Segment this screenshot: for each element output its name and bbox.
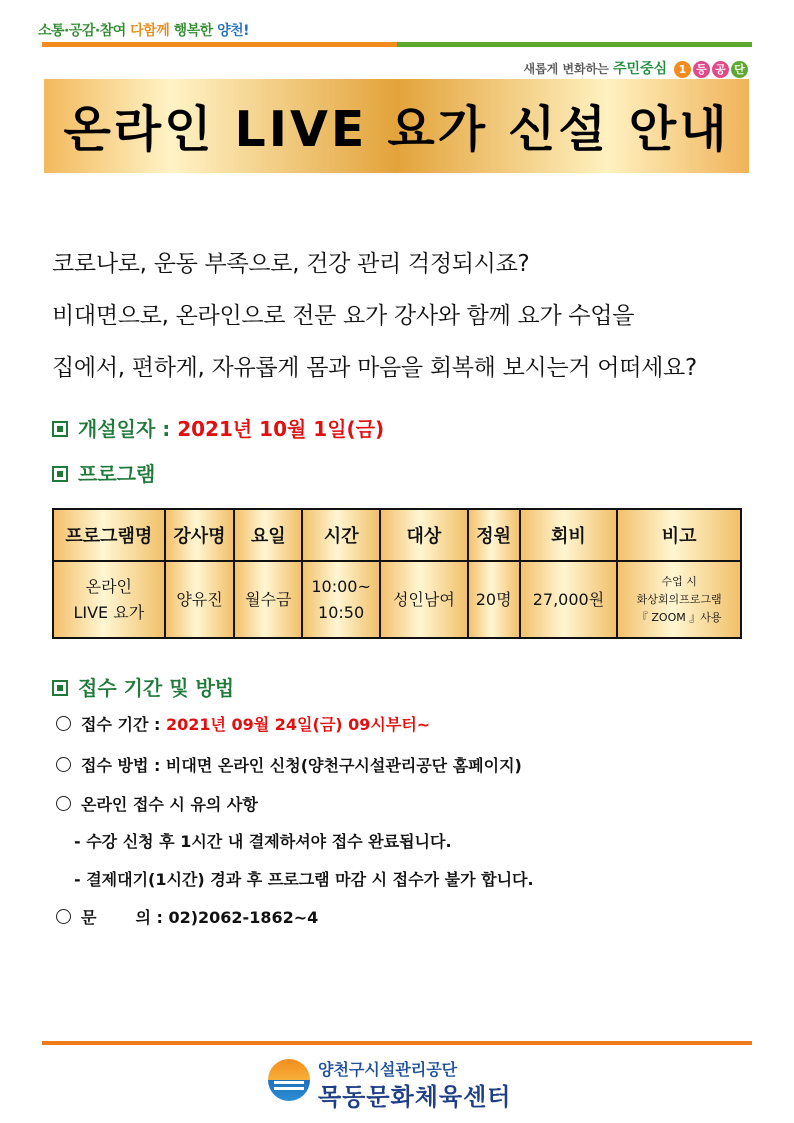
list-item (56, 712, 430, 735)
table-header: 대상 (380, 509, 468, 561)
intro-line-2: 비대면으로, 온라인으로 전문 요가 강사와 함께 요가 수업을 (52, 303, 635, 329)
target-cell: 성인남여 (380, 561, 468, 638)
square-bullet-icon (52, 421, 68, 437)
days-cell: 월수금 (234, 561, 302, 638)
program-heading: 프로그램 (78, 462, 156, 486)
table-header: 요일 (234, 509, 302, 561)
notice-item: - 수강 신청 후 1시간 내 결제하셔야 접수 완료됩니다. (74, 832, 452, 851)
program-name-line: LIVE 요가 (73, 602, 145, 622)
note-line: 『 ZOOM 』사용 (636, 610, 722, 624)
sub-slogan-text: 새롭게 변화하는 (523, 62, 614, 76)
slogan-part: 소통·공감·참여 (38, 23, 131, 39)
intro-text (52, 238, 752, 394)
registration-heading: 접수 기간 및 방법 (78, 676, 235, 700)
list-item (56, 792, 258, 815)
open-date-section (52, 413, 384, 442)
org-name: 양천구시설관리공단 (318, 1060, 458, 1079)
note-cell (617, 561, 741, 638)
time-line: 10:00~ (311, 576, 371, 596)
sun-wave-logo-icon (268, 1059, 310, 1101)
notice-title: 온라인 접수 시 유의 사항 (81, 795, 258, 814)
slogan-part: 다함께 (130, 23, 170, 39)
open-date-value: 2021년 10월 1일(금) (177, 417, 385, 441)
square-bullet-icon (52, 466, 68, 482)
list-item (56, 905, 318, 928)
note-line: 수업 시 (661, 574, 697, 588)
header-slogan (38, 20, 249, 40)
table-header: 회비 (520, 509, 618, 561)
circle-bullet-icon (56, 909, 71, 924)
registration-section-heading (52, 672, 234, 701)
square-bullet-icon (52, 680, 68, 696)
bottom-divider (42, 1041, 752, 1045)
note-line: 화상회의프로그램 (636, 592, 722, 606)
title-banner (44, 79, 749, 173)
table-header: 강사명 (165, 509, 235, 561)
table-row (53, 561, 741, 638)
sub-slogan (524, 58, 749, 78)
center-logo (268, 1057, 538, 1111)
page-title: 온라인 LIVE 요가 신설 안내 (63, 101, 730, 158)
table-header: 비고 (617, 509, 741, 561)
time-line: 10:50 (318, 602, 365, 622)
program-name-cell (53, 561, 165, 638)
period-value: 2021년 09월 24일(금) 09시부터~ (165, 715, 431, 734)
instructor-cell: 양유진 (165, 561, 235, 638)
circle-bullet-icon (56, 757, 71, 772)
program-table (52, 508, 742, 639)
notice-item: - 결제대기(1시간) 경과 후 프로그램 마감 시 접수가 불가 합니다. (74, 870, 534, 889)
inquiry-text: 문 의 : 02)2062-1862~4 (81, 908, 319, 927)
program-section-heading (52, 458, 155, 487)
badge-4: 단 (731, 61, 748, 78)
table-header: 시간 (302, 509, 380, 561)
badge-1: 1 (674, 61, 691, 78)
table-header: 프로그램명 (53, 509, 165, 561)
circle-bullet-icon (56, 716, 71, 731)
center-name: 목동문화체육센터 (318, 1083, 512, 1111)
sub-slogan-highlight: 주민중심 (613, 61, 672, 77)
method-text: 접수 방법 : 비대면 온라인 신청(양천구시설관리공단 홈페이지) (81, 756, 522, 775)
slogan-part: 양천! (217, 23, 249, 39)
open-date-label: 개설일자 : (78, 417, 178, 441)
intro-line-1: 코로나로, 운동 부족으로, 건강 관리 걱정되시죠? (52, 251, 530, 277)
period-label: 접수 기간 : (81, 715, 166, 734)
program-name-line: 온라인 (85, 576, 132, 596)
fee-cell: 27,000원 (520, 561, 618, 638)
slogan-part: 행복한 (169, 23, 218, 39)
list-item (56, 753, 522, 776)
intro-line-3: 집에서, 편하게, 자유롭게 몸과 마음을 회복해 보시는거 어떠세요? (52, 355, 697, 381)
top-divider (42, 42, 752, 47)
badge-2: 등 (693, 61, 710, 78)
badge-3: 공 (712, 61, 729, 78)
table-header: 정원 (468, 509, 520, 561)
capacity-cell: 20명 (468, 561, 520, 638)
circle-bullet-icon (56, 796, 71, 811)
table-header-row (53, 509, 741, 561)
time-cell (302, 561, 380, 638)
